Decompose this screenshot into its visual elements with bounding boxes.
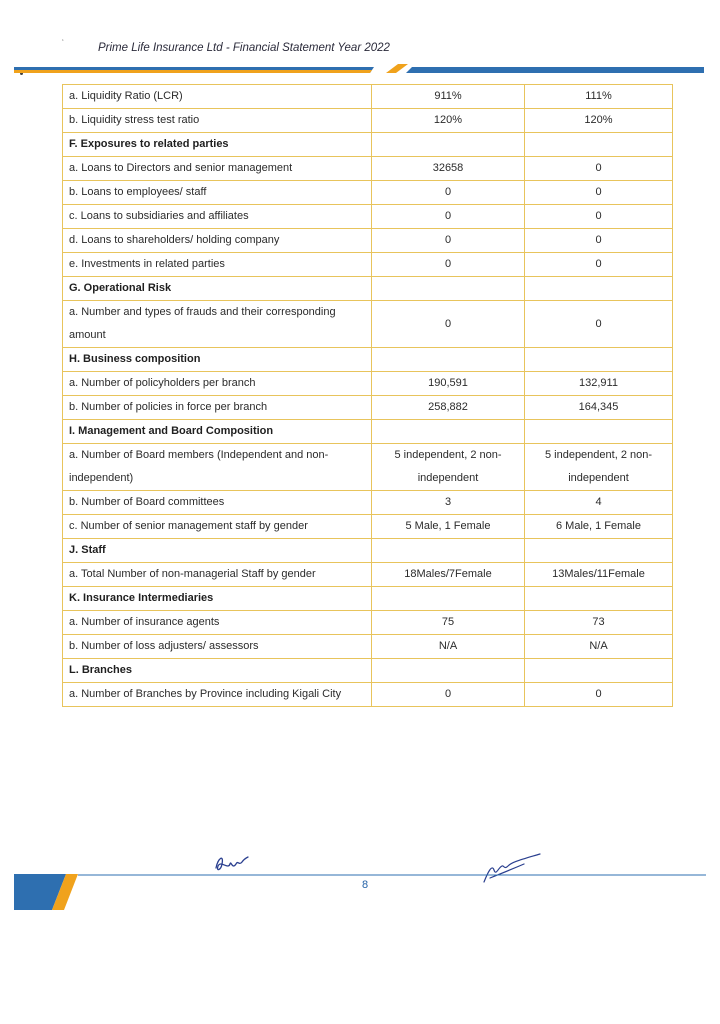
value-cell-col2: 0	[525, 229, 673, 253]
row-label-cell: a. Number of policyholders per branch	[63, 372, 372, 396]
table-row	[63, 109, 673, 133]
row-label-cell: b. Number of policies in force per branch	[63, 396, 372, 420]
footer-brand-bar	[14, 874, 706, 910]
row-label-cell: b. Number of Board committees	[63, 491, 372, 515]
value-cell-col1	[372, 277, 525, 301]
value-cell-col1: 0	[372, 205, 525, 229]
value-cell-col2: N/A	[525, 635, 673, 659]
value-cell-col2: 6 Male, 1 Female	[525, 515, 673, 539]
table-row	[63, 205, 673, 229]
value-cell-col2: 0	[525, 683, 673, 707]
value-cell-col1: 258,882	[372, 396, 525, 420]
row-label-cell: G. Operational Risk	[63, 277, 372, 301]
value-cell-col2	[525, 133, 673, 157]
value-cell-col2: 0	[525, 157, 673, 181]
row-label-cell: a. Number of insurance agents	[63, 611, 372, 635]
value-cell-col2: 120%	[525, 109, 673, 133]
value-cell-col1	[372, 659, 525, 683]
value-cell-col1: 0	[372, 181, 525, 205]
section-header-row	[63, 587, 673, 611]
value-cell-col1: 190,591	[372, 372, 525, 396]
value-cell-col1: 0	[372, 229, 525, 253]
section-header-row	[63, 348, 673, 372]
value-cell-col1: 5 Male, 1 Female	[372, 515, 525, 539]
table-row	[63, 563, 673, 587]
value-cell-col2	[525, 277, 673, 301]
section-header-row	[63, 539, 673, 563]
section-header-row	[63, 420, 673, 444]
document-header-title: Prime Life Insurance Ltd - Financial Statement Year 2022	[98, 42, 390, 54]
section-header-row	[63, 133, 673, 157]
table-row	[63, 396, 673, 420]
table-row	[63, 444, 673, 491]
value-cell-col2	[525, 659, 673, 683]
table-row	[63, 181, 673, 205]
value-cell-col1	[372, 587, 525, 611]
value-cell-col2: 73	[525, 611, 673, 635]
value-cell-col2: 132,911	[525, 372, 673, 396]
value-cell-col2: 0	[525, 181, 673, 205]
scan-mark: ‘	[62, 38, 64, 47]
table-row	[63, 157, 673, 181]
row-label-cell: H. Business composition	[63, 348, 372, 372]
row-label-cell: c. Loans to subsidiaries and affiliates	[63, 205, 372, 229]
value-cell-col1: 0	[372, 301, 525, 348]
row-label-cell: d. Loans to shareholders/ holding company	[63, 229, 372, 253]
section-header-row	[63, 659, 673, 683]
row-label-cell: a. Loans to Directors and senior management	[63, 157, 372, 181]
table-row	[63, 683, 673, 707]
value-cell-col2: 111%	[525, 85, 673, 109]
value-cell-col1	[372, 539, 525, 563]
value-cell-col1: 3	[372, 491, 525, 515]
value-cell-col1	[372, 133, 525, 157]
value-cell-col2: 4	[525, 491, 673, 515]
table-row	[63, 372, 673, 396]
row-label-cell: F. Exposures to related parties	[63, 133, 372, 157]
table-row	[63, 301, 673, 348]
row-label-cell: a. Number of Board members (Independent and non-independent)	[63, 444, 372, 491]
row-label-cell: a. Total Number of non-managerial Staff by gender	[63, 563, 372, 587]
value-cell-col1: 0	[372, 683, 525, 707]
value-cell-col2: 5 independent, 2 non-independent	[525, 444, 673, 491]
initials-signature-icon	[212, 846, 252, 876]
table-row	[63, 491, 673, 515]
row-label-cell: c. Number of senior management staff by gender	[63, 515, 372, 539]
value-cell-col2: 0	[525, 205, 673, 229]
value-cell-col2	[525, 587, 673, 611]
value-cell-col2: 0	[525, 253, 673, 277]
row-label-cell: L. Branches	[63, 659, 372, 683]
value-cell-col2: 0	[525, 301, 673, 348]
row-label-cell: a. Number of Branches by Province including Kigali City	[63, 683, 372, 707]
row-label-cell: a. Liquidity Ratio (LCR)	[63, 85, 372, 109]
value-cell-col2: 13Males/11Female	[525, 563, 673, 587]
section-header-row	[63, 277, 673, 301]
table-row	[63, 635, 673, 659]
value-cell-col1: 911%	[372, 85, 525, 109]
table-row	[63, 611, 673, 635]
value-cell-col1	[372, 420, 525, 444]
row-label-cell: b. Loans to employees/ staff	[63, 181, 372, 205]
financial-indicators-table	[62, 84, 673, 707]
value-cell-col2	[525, 539, 673, 563]
row-label-cell: b. Number of loss adjusters/ assessors	[63, 635, 372, 659]
page-number: 8	[362, 879, 369, 891]
row-label-cell: K. Insurance Intermediaries	[63, 587, 372, 611]
row-label-cell: I. Management and Board Composition	[63, 420, 372, 444]
header-brand-bar	[14, 64, 704, 74]
row-label-cell: b. Liquidity stress test ratio	[63, 109, 372, 133]
row-label-cell: J. Staff	[63, 539, 372, 563]
value-cell-col1: 120%	[372, 109, 525, 133]
value-cell-col1: 0	[372, 253, 525, 277]
value-cell-col1: 75	[372, 611, 525, 635]
value-cell-col1: 32658	[372, 157, 525, 181]
value-cell-col1: 18Males/7Female	[372, 563, 525, 587]
value-cell-col2: 164,345	[525, 396, 673, 420]
table-row	[63, 229, 673, 253]
table-row	[63, 85, 673, 109]
row-label-cell: a. Number and types of frauds and their corresponding amount	[63, 301, 372, 348]
value-cell-col1	[372, 348, 525, 372]
row-label-cell: e. Investments in related parties	[63, 253, 372, 277]
value-cell-col1: 5 independent, 2 non-independent	[372, 444, 525, 491]
value-cell-col2	[525, 420, 673, 444]
value-cell-col2	[525, 348, 673, 372]
table-row	[63, 515, 673, 539]
value-cell-col1: N/A	[372, 635, 525, 659]
table-row	[63, 253, 673, 277]
